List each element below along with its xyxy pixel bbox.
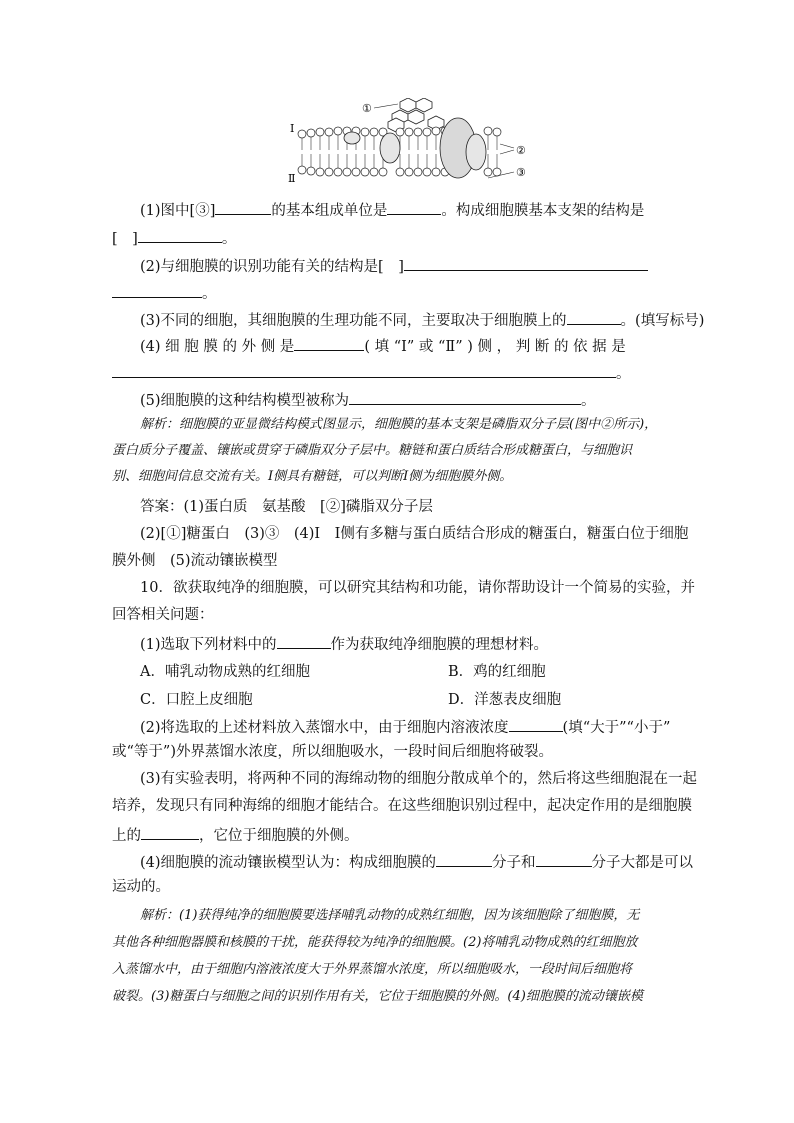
q9-part4-text-a: (4) 细 胞 膜 的 外 侧 是 bbox=[140, 339, 295, 355]
q10-part4-text-b: 分子和 bbox=[492, 855, 536, 871]
blank-q10-1[interactable] bbox=[277, 632, 331, 649]
label-side-II: Ⅱ bbox=[288, 172, 296, 185]
q9-part2-end: 。 bbox=[202, 286, 217, 302]
callout-3: ③ bbox=[516, 166, 526, 179]
q10-part4-text-a: (4)细胞膜的流动镶嵌模型认为：构成细胞膜的 bbox=[140, 855, 437, 871]
callout-2: ② bbox=[516, 144, 526, 157]
q10-stem-line2: 回答相关问题： bbox=[112, 607, 214, 623]
option-b[interactable]: B．鸡的红细胞 bbox=[448, 664, 546, 680]
q9-part1-line2 bbox=[112, 226, 684, 249]
q10-part3-line2: 培养，发现只有同种海绵的细胞才能结合。在这些细胞识别过程中，起决定作用的是细胞膜 bbox=[112, 798, 692, 814]
q10-part2-line1 bbox=[140, 715, 684, 738]
q10-part2-text-a: (2)将选取的上述材料放入蒸馏水中，由于细胞内溶液浓度 bbox=[140, 720, 509, 736]
q9-part5-text: (5)细胞膜的这种结构模型被称为 bbox=[140, 393, 350, 409]
q9-part4-end: 。 bbox=[616, 366, 631, 382]
q10-analysis-line1: 解析：(1)获得纯净的细胞膜要选择哺乳动物的成熟红细胞，因为该细胞除了细胞膜，无 bbox=[140, 908, 640, 923]
q9-answer-line2: (2)[①]糖蛋白 (3)③ (4)Ⅰ Ⅰ侧有多糖与蛋白质结合形成的糖蛋白，糖蛋白位于细胞 bbox=[140, 526, 689, 542]
q10-part1-text-a: (1)选取下列材料中的 bbox=[140, 637, 277, 653]
q10-part4-line1 bbox=[140, 850, 694, 873]
q9-analysis-line2: 蛋白质分子覆盖、镶嵌或贯穿于磷脂双分子层中。糖链和蛋白质结合形成糖蛋白，与细胞识 bbox=[112, 443, 633, 458]
q9-answer-line3: 膜外侧 (5)流动镶嵌模型 bbox=[112, 553, 278, 569]
q10-stem-line1: 10．欲获取纯净的细胞膜，可以研究其结构和功能，请你帮助设计一个简易的实验，并 bbox=[140, 580, 695, 596]
callout-1: ① bbox=[362, 102, 372, 115]
option-c[interactable]: C．口腔上皮细胞 bbox=[140, 692, 253, 708]
q10-part3-line3 bbox=[112, 823, 684, 846]
label-side-I: Ⅰ bbox=[290, 122, 295, 135]
q9-part1-line1 bbox=[140, 198, 684, 221]
blank-q9-2a[interactable] bbox=[404, 254, 648, 271]
blank-q9-4a[interactable] bbox=[294, 334, 364, 351]
blank-q10-2[interactable] bbox=[509, 715, 563, 732]
option-d[interactable]: D．洋葱表皮细胞 bbox=[448, 692, 562, 708]
cell-membrane-diagram bbox=[288, 98, 538, 186]
blank-q9-2b[interactable] bbox=[112, 281, 202, 298]
q10-part2-line2: 或“等于”)外界蒸馏水浓度，所以细胞吸水，一段时间后细胞将破裂。 bbox=[112, 744, 553, 760]
q9-part3-text: (3)不同的细胞，其细胞膜的生理功能不同，主要取决于细胞膜上的 bbox=[140, 313, 567, 329]
q9-analysis-line1: 解析：细胞膜的亚显微结构模式图显示，细胞膜的基本支架是磷脂双分子层(图中②所示)， bbox=[140, 417, 658, 432]
q9-part1-text-c: 。构成细胞膜基本支架的结构是 bbox=[441, 203, 645, 219]
blank-q9-4b[interactable] bbox=[112, 361, 616, 378]
q10-part3-line1: (3)有实验表明，将两种不同的海绵动物的细胞分散成单个的，然后将这些细胞混在一起 bbox=[140, 771, 698, 787]
q9-part4-text-b: ( 填 “Ⅰ” 或 “Ⅱ” ) 侧 ， 判 断 的 依 据 是 bbox=[364, 339, 626, 355]
option-a[interactable]: A．哺乳动物成熟的红细胞 bbox=[140, 664, 310, 680]
blank-q10-4b[interactable] bbox=[536, 850, 592, 867]
blank-q9-3[interactable] bbox=[567, 308, 621, 325]
q10-part4-line2: 运动的。 bbox=[112, 879, 170, 895]
q10-part4-text-c: 分子大都是可以 bbox=[591, 855, 694, 871]
blank-q10-3[interactable] bbox=[141, 823, 199, 840]
blank-q10-4a[interactable] bbox=[436, 850, 492, 867]
q9-part5-end: 。 bbox=[581, 393, 596, 409]
q9-analysis-line3: 别、细胞间信息交流有关。Ⅰ侧具有糖链，可以判断Ⅰ侧为细胞膜外侧。 bbox=[112, 469, 513, 484]
q9-part1-text-b: 的基本组成单位是 bbox=[271, 203, 388, 219]
q9-answer-line1: 答案：(1)蛋白质 氨基酸 [②]磷脂双分子层 bbox=[140, 499, 433, 515]
q10-analysis-line4: 破裂。(3)糖蛋白与细胞之间的识别作用有关，它位于细胞膜的外侧。(4)细胞膜的流动镶嵌模 bbox=[112, 989, 643, 1004]
q10-part1-text-b: 作为获取纯净细胞膜的理想材料。 bbox=[330, 637, 549, 653]
blank-q9-1a[interactable] bbox=[215, 198, 271, 215]
q9-part4-line1 bbox=[140, 334, 684, 357]
q9-part5 bbox=[140, 388, 684, 411]
q10-analysis-line3: 入蒸馏水中，由于细胞内溶液浓度大于外界蒸馏水浓度，所以细胞吸水，一段时间后细胞将 bbox=[112, 962, 633, 977]
q9-part1-bracket: [ ] bbox=[112, 231, 138, 247]
q9-part1-end: 。 bbox=[221, 231, 237, 247]
q10-part3-text-a: 上的 bbox=[112, 828, 141, 844]
q9-part3 bbox=[140, 308, 705, 331]
q10-part3-text-b: ，它位于细胞膜的外侧。 bbox=[199, 828, 359, 844]
blank-q9-1c[interactable] bbox=[138, 226, 222, 243]
blank-q9-5[interactable] bbox=[349, 388, 581, 405]
q9-part4-line2 bbox=[112, 361, 684, 384]
q10-part2-text-b: (填“大于”“小于” bbox=[562, 720, 671, 736]
blank-q9-1b[interactable] bbox=[387, 198, 441, 215]
q9-part1-text-a: (1)图中[③] bbox=[140, 203, 216, 219]
q9-part2-line2 bbox=[112, 281, 684, 304]
q10-part1 bbox=[140, 632, 684, 655]
q9-part2-line1 bbox=[140, 254, 684, 277]
q9-part3-end: 。(填写标号) bbox=[620, 313, 705, 329]
q10-analysis-line2: 其他各种细胞器膜和核膜的干扰，能获得较为纯净的细胞膜。(2)将哺乳动物成熟的红细胞放 bbox=[112, 935, 638, 950]
q9-part2-text: (2)与细胞膜的识别功能有关的结构是[ ] bbox=[140, 259, 404, 275]
